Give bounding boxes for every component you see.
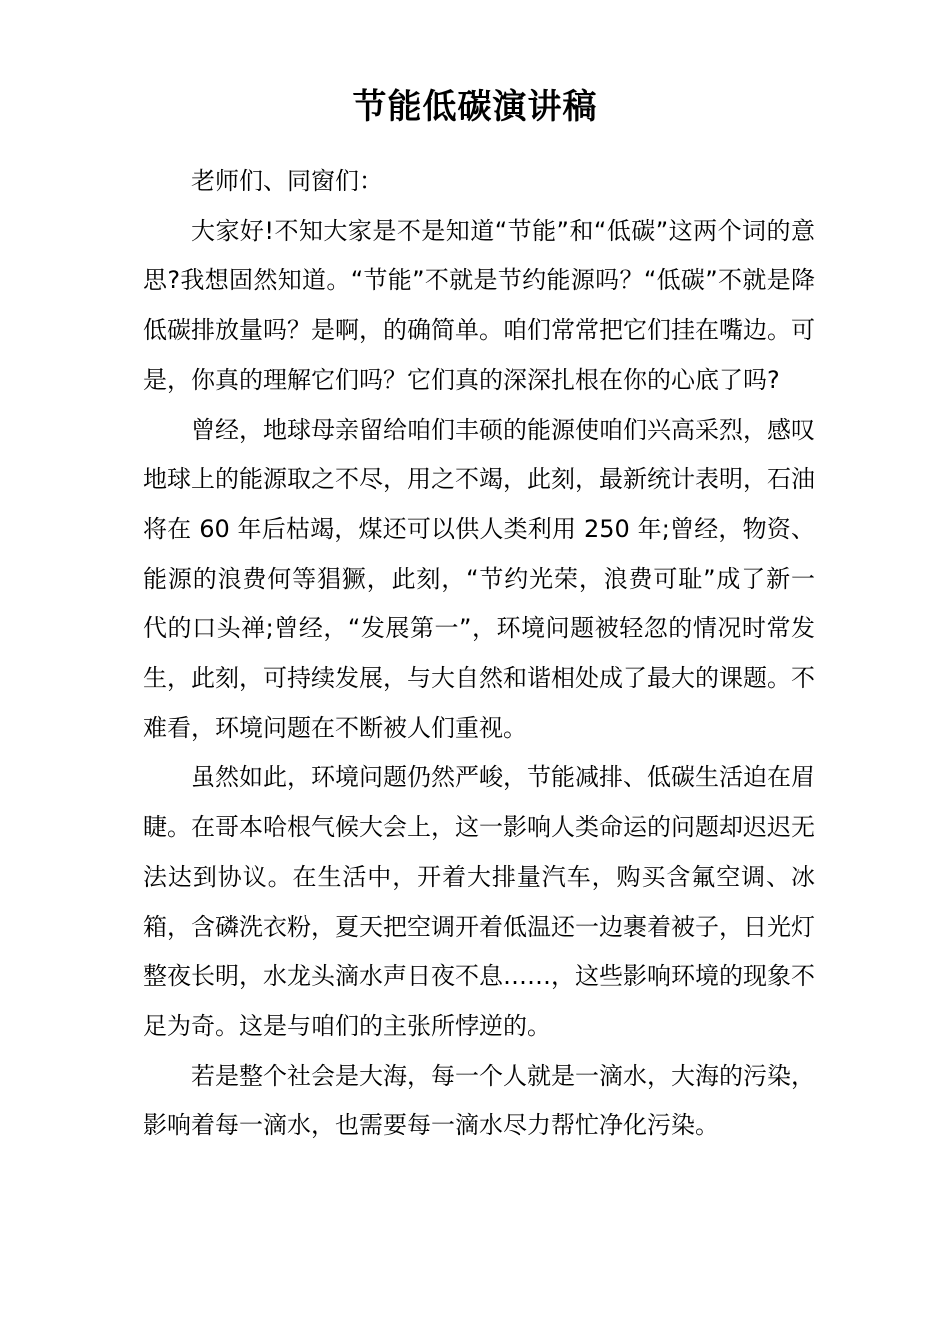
document-title: 节能低碳演讲稿 — [352, 87, 598, 127]
paragraph-environment-issues: 虽然如此，环境问题仍然严峻，节能减排、低碳生活迫在眉睫。在哥本哈根气候大会上，这一影响人类命运的问题却迟迟无法达到协议。在生活中，开着大排量汽车，购买含氟空调、冰箱，含磷洗衣粉，夏天把空调开着低温还一边裹着被子，日光灯整夜长明，水龙头滴水声日夜不息……，这些影响环境的现象不足为奇。这是与咱们的主张所悖逆的。 — [143, 763, 815, 1040]
paragraph-ocean-metaphor: 若是整个社会是大海，每一个人就是一滴水，大海的污染，影响着每一滴水，也需要每一滴水尽力帮忙净化污染。 — [143, 1061, 815, 1140]
paragraph-greeting: 大家好!不知大家是不是知道“节能”和“低碳”这两个词的意思?我想固然知道。“节能”不就是节约能源吗？“低碳”不就是降低碳排放量吗？是啊，的确简单。咱们常常把它们挂在嘴边。可是，你真的理解它们吗？它们真的深深扎根在你的心底了吗? — [143, 216, 815, 394]
document-body — [143, 157, 815, 1151]
paragraph-energy-history: 曾经，地球母亲留给咱们丰硕的能源使咱们兴高采烈，感叹地球上的能源取之不尽，用之不竭，此刻，最新统计表明，石油将在 60 年后枯竭，煤还可以供人类利用 250 年;曾经，物资、能源的浪费何等猖獗，此刻，“节约光荣，浪费可耻”成了新一代的口头禅;曾经，“发展第一”，环境问题被轻忽的情况时常发生，此刻，可持续发展，与大自然和谐相处成了最大的课题。不难看，环境问题在不断被人们重视。 — [143, 415, 815, 742]
salutation: 老师们、同窗们： — [191, 167, 383, 195]
